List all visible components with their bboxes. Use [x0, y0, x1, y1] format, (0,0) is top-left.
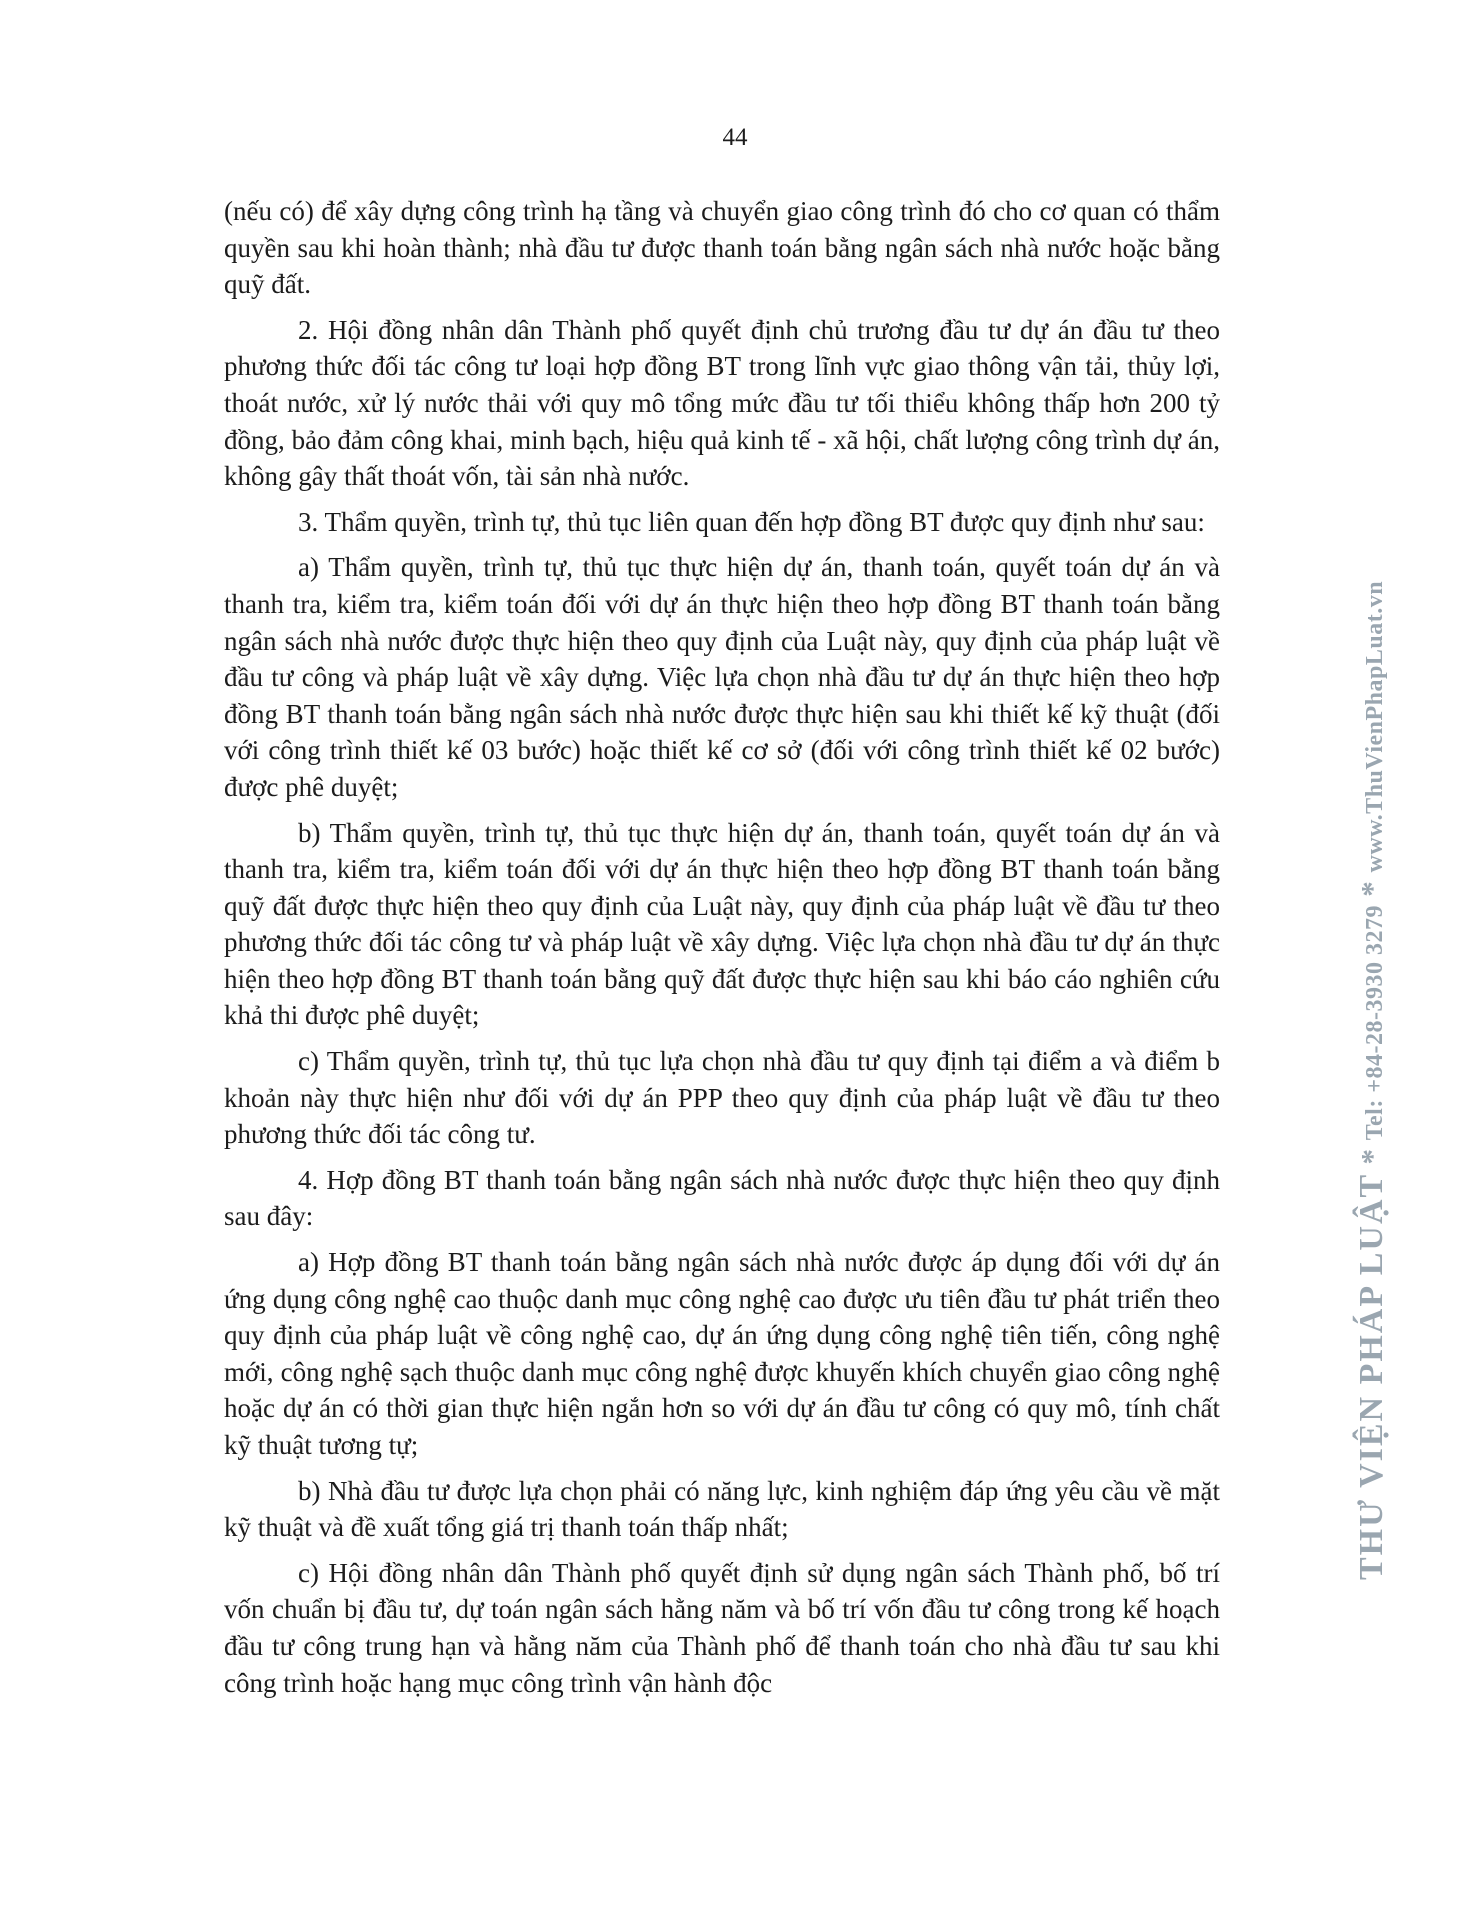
- paragraph-clause-4a: a) Hợp đồng BT thanh toán bằng ngân sách nhà nước được áp dụng đối với dự án ứng dụng công nghệ cao thuộc danh mục công nghệ cao được ưu tiên đầu tư phát triển theo quy định của pháp luật về công nghệ cao, dự án ứng dụng công nghệ tiên tiến, công nghệ mới, công nghệ sạch thuộc danh mục công nghệ được khuyến khích chuyển giao công nghệ hoặc dự án có thời gian thực hiện ngắn hơn so với dự án đầu tư công có quy mô, tính chất kỹ thuật tương tự;: [224, 1247, 1220, 1460]
- paragraph-clause-3: 3. Thẩm quyền, trình tự, thủ tục liên quan đến hợp đồng BT được quy định như sau:: [298, 506, 1205, 537]
- watermark-title: THƯ VIỆN PHÁP LUẬT: [1353, 1172, 1390, 1580]
- paragraph-clause-3c: c) Thẩm quyền, trình tự, thủ tục lựa chọn nhà đầu tư quy định tại điểm a và điểm b khoản này thực hiện như đối với dự án PPP theo quy định của pháp luật về đầu tư theo phương thức đối tác công tư.: [224, 1046, 1220, 1150]
- paragraph-clause-3a: a) Thẩm quyền, trình tự, thủ tục thực hiện dự án, thanh toán, quyết toán dự án và thanh tra, kiểm tra, kiểm toán đối với dự án thực hiện theo hợp đồng BT thanh toán bằng ngân sách nhà nước được thực hiện theo quy định của Luật này, quy định của pháp luật về đầu tư công và pháp luật về xây dựng. Việc lựa chọn nhà đầu tư dự án thực hiện theo hợp đồng BT thanh toán bằng ngân sách nhà nước được thực hiện sau khi thiết kế kỹ thuật (đối với công trình thiết kế 03 bước) hoặc thiết kế cơ sở (đối với công trình thiết kế 02 bước) được phê duyệt;: [224, 552, 1220, 802]
- paragraph-clause-2: 2. Hội đồng nhân dân Thành phố quyết định chủ trương đầu tư dự án đầu tư theo phương thức đối tác công tư loại hợp đồng BT trong lĩnh vực giao thông vận tải, thủy lợi, thoát nước, xử lý nước thải với quy mô tổng mức đầu tư tối thiểu không thấp hơn 200 tỷ đồng, bảo đảm công khai, minh bạch, hiệu quả kinh tế - xã hội, chất lượng công trình dự án, không gây thất thoát vốn, tài sản nhà nước.: [224, 314, 1220, 492]
- page-number: 44: [722, 124, 748, 151]
- watermark-website: www.ThuVienPhapLuat.vn: [1362, 580, 1388, 873]
- watermark-separator: *: [1354, 1140, 1389, 1173]
- side-watermark: [1353, 581, 1391, 1580]
- paragraph-clause-3b: b) Thẩm quyền, trình tự, thủ tục thực hiện dự án, thanh toán, quyết toán dự án và thanh tra, kiểm tra, kiểm toán đối với dự án thực hiện theo hợp đồng BT thanh toán bằng quỹ đất được thực hiện theo quy định của Luật này, quy định của pháp luật về đầu tư theo phương thức đối tác công tư và pháp luật về xây dựng. Việc lựa chọn nhà đầu tư dự án thực hiện theo hợp đồng BT thanh toán bằng quỹ đất được thực hiện sau khi báo cáo nghiên cứu khả thi được phê duyệt;: [224, 817, 1220, 1031]
- watermark-tel-label: Tel:: [1362, 1099, 1388, 1141]
- paragraph-continuation: (nếu có) để xây dựng công trình hạ tầng và chuyển giao công trình đó cho cơ quan có thẩm quyền sau khi hoàn thành; nhà đầu tư được thanh toán bằng ngân sách nhà nước hoặc bằng quỹ đất.: [224, 196, 1220, 300]
- paragraph-clause-4: 4. Hợp đồng BT thanh toán bằng ngân sách nhà nước được thực hiện theo quy định sau đây:: [224, 1164, 1220, 1232]
- watermark-separator: *: [1354, 872, 1389, 905]
- paragraph-clause-4b: b) Nhà đầu tư được lựa chọn phải có năng lực, kinh nghiệm đáp ứng yêu cầu về mặt kỹ thuật và đề xuất tổng giá trị thanh toán thấp nhất;: [224, 1475, 1220, 1543]
- paragraph-clause-4c: c) Hội đồng nhân dân Thành phố quyết định sử dụng ngân sách Thành phố, bố trí vốn chuẩn bị đầu tư, dự toán ngân sách hằng năm và bố trí vốn đầu tư công trong kế hoạch đầu tư công trung hạn và hằng năm của Thành phố để thanh toán cho nhà đầu tư sau khi công trình hoặc hạng mục công trình vận hành độc: [224, 1557, 1220, 1698]
- watermark-tel-number: +84-28-3930 3279: [1362, 904, 1388, 1100]
- document-body: [224, 193, 1220, 1701]
